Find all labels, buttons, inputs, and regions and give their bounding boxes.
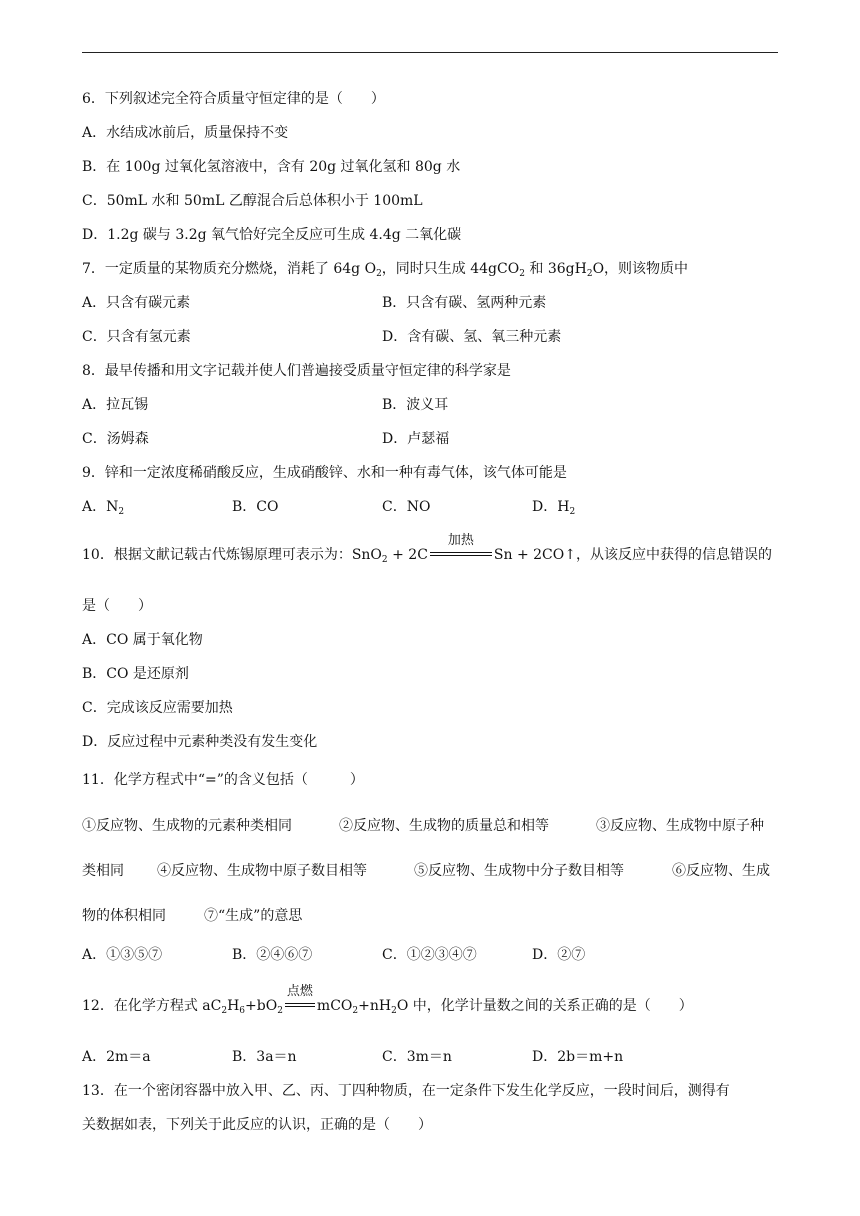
q12-option-d[interactable]: D．2b＝m+n [532, 1049, 624, 1065]
q11-stem: 11．化学方程式中“=”的含义包括（ ） [82, 772, 364, 788]
q11-item-3: ③反应物、生成物中原子种 [596, 818, 764, 834]
q11-option-d[interactable]: D．②⑦ [532, 947, 586, 963]
q9-option-d[interactable]: D．$H_2$ [532, 499, 576, 517]
q7-option-a[interactable]: A．只含有碳元素 [82, 295, 191, 311]
q11-item-2: ②反应物、生成物的质量总和相等 [339, 818, 549, 834]
q13-stem-line2: 关数据如表，下列关于此反应的认识，正确的是（ ） [82, 1117, 432, 1133]
q11-item-7: ⑦“生成”的意思 [204, 908, 303, 924]
q8-option-d[interactable]: D．卢瑟福 [382, 431, 450, 447]
q6-option-c[interactable]: C．50mL 水和 50mL 乙醇混合后总体积小于 100mL [82, 193, 423, 209]
q11-item-5: ⑤反应物、生成物中分子数目相等 [414, 863, 624, 879]
q12-stem: 12．在化学方程式 $aC_2H_6+bO_2$ 点燃 $mCO_2+nH_2O$ 中，化学计量数之间的关系正确的是（ ） [82, 984, 693, 1016]
q10-stem: 10．根据文献记载古代炼锡原理可表示为：SnO$_2$ + 2C 加热 Sn + 2CO↑，从该反应中获得的信息错误的 [82, 533, 772, 565]
q6-option-d[interactable]: D．1.2g 碳与 3.2g 氧气恰好完全反应可生成 4.4g 二氧化碳 [82, 227, 462, 243]
q10-option-b[interactable]: B．CO 是还原剂 [82, 666, 189, 682]
q7-option-c[interactable]: C．只含有氢元素 [82, 329, 191, 345]
q11-item-6: ⑥反应物、生成 [672, 863, 770, 879]
q11-option-c[interactable]: C．①②③④⑦ [382, 947, 477, 963]
q11-item-4: ④反应物、生成物中原子数目相等 [157, 863, 367, 879]
q11-option-a[interactable]: A．①③⑤⑦ [82, 947, 163, 963]
q8-option-a[interactable]: A．拉瓦锡 [82, 397, 149, 413]
q11-item-1: ①反应物、生成物的元素种类相同 [82, 818, 292, 834]
q7-option-b[interactable]: B．只含有碳、氢两种元素 [382, 295, 547, 311]
q9-stem: 9．锌和一定浓度稀硝酸反应，生成硝酸锌、水和一种有毒气体，该气体可能是 [82, 465, 567, 481]
q7-option-d[interactable]: D．含有碳、氢、氧三种元素 [382, 329, 562, 345]
q8-option-b[interactable]: B．波义耳 [382, 397, 449, 413]
q8-option-c[interactable]: C．汤姆森 [82, 431, 149, 447]
q6-option-a[interactable]: A．水结成冰前后，质量保持不变 [82, 125, 289, 141]
q6-option-b[interactable]: B．在 100g 过氧化氢溶液中，含有 20g 过氧化氢和 80g 水 [82, 159, 461, 175]
q10-option-a[interactable]: A．CO 属于氧化物 [82, 632, 203, 648]
q10-option-c[interactable]: C．完成该反应需要加热 [82, 700, 233, 716]
q6-stem: 6．下列叙述完全符合质量守恒定律的是（ ） [82, 91, 385, 107]
q8-stem: 8．最早传播和用文字记载并使人们普遍接受质量守恒定律的科学家是 [82, 363, 511, 379]
q12-option-b[interactable]: B．3a＝n [232, 1049, 297, 1065]
q13-stem-line1: 13．在一个密闭容器中放入甲、乙、丙、丁四种物质，在一定条件下发生化学反应，一段时间后，测得有 [82, 1083, 730, 1099]
heating-condition-sign: 加热 [430, 546, 492, 564]
q11-item-3-cont: 类相同 [82, 863, 124, 879]
q10-option-d[interactable]: D．反应过程中元素种类没有发生变化 [82, 734, 318, 750]
header-rule [82, 52, 778, 53]
q11-option-b[interactable]: B．②④⑥⑦ [232, 947, 313, 963]
q9-option-b[interactable]: B．CO [232, 499, 279, 515]
q10-equation: SnO$_2$ + 2C 加热 Sn + 2CO↑ [351, 533, 576, 565]
q10-stem-continued: 是（ ） [82, 598, 152, 614]
q12-option-a[interactable]: A．2m＝a [82, 1049, 151, 1065]
q11-item-6-cont: 物的体积相同 [82, 908, 166, 924]
q9-option-a[interactable]: A．$N_2$ [82, 499, 125, 517]
q9-option-c[interactable]: C．NO [382, 499, 431, 515]
q12-option-c[interactable]: C．3m＝n [382, 1049, 452, 1065]
ignition-condition-sign: 点燃 [285, 997, 315, 1015]
q7-stem: 7．一定质量的某物质充分燃烧，消耗了 64g $O_2$，同时只生成 44gCO$_2$ 和 $36gH_2O$，则该物质中 [82, 261, 689, 279]
